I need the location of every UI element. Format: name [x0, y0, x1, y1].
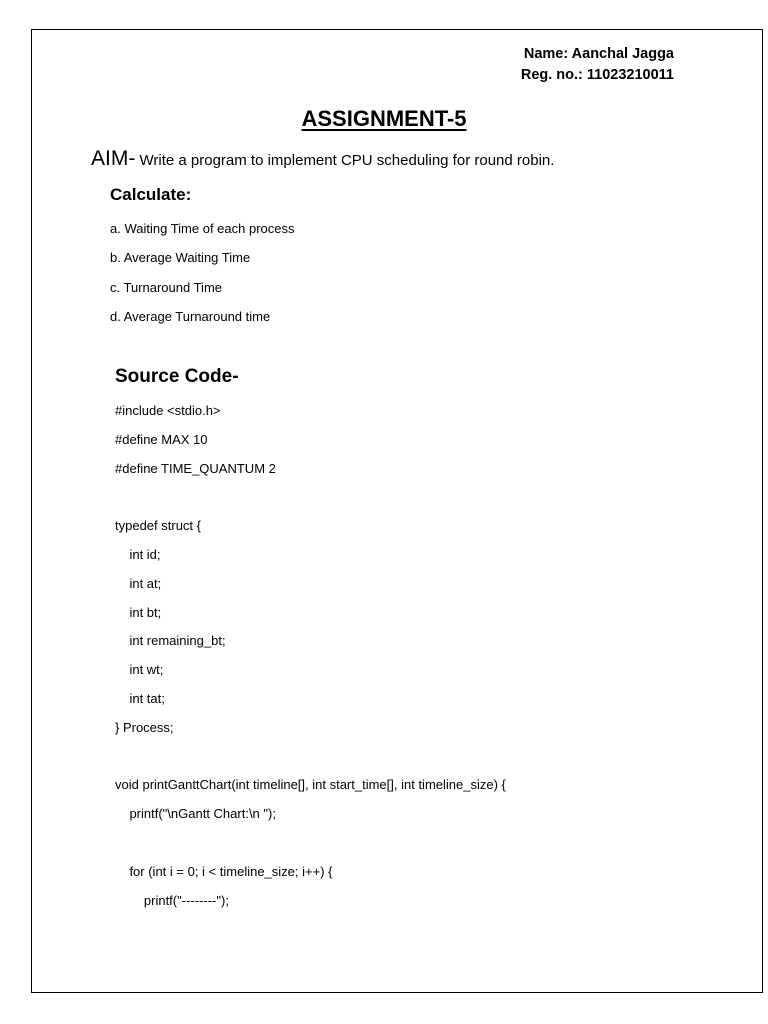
code-line: for (int i = 0; i < timeline_size; i++) {: [115, 863, 333, 879]
aim-label: AIM-: [91, 147, 136, 170]
calculate-list: [110, 219, 295, 336]
code-line: [115, 487, 506, 516]
code-line: #define TIME_QUANTUM 2: [115, 460, 276, 476]
aim-statement: [91, 147, 554, 171]
assignment-title: ASSIGNMENT-5: [301, 106, 467, 131]
code-line: [115, 747, 506, 776]
code-line: int bt;: [115, 604, 162, 620]
list-item: c. Turnaround Time: [110, 279, 222, 295]
list-item: a. Waiting Time of each process: [110, 221, 295, 236]
registration-number: Reg. no.: 11023210011: [520, 67, 674, 83]
code-line: int id;: [115, 546, 161, 562]
source-code-block: [115, 401, 506, 919]
aim-text: Write a program to implement CPU scheduling for round robin.: [135, 152, 555, 169]
code-line: typedef struct {: [115, 518, 201, 534]
code-line: int at;: [115, 575, 162, 591]
list-item: b. Average Waiting Time: [110, 250, 251, 266]
code-line: [115, 833, 506, 862]
code-line: void printGanttChart(int timeline[], int start_time[], int timeline_size) {: [115, 777, 506, 793]
list-item: d. Average Turnaround time: [110, 308, 271, 324]
student-name: Name: Aanchal Jagga: [523, 46, 674, 62]
code-line: printf("--------");: [115, 892, 229, 908]
student-info: [521, 44, 674, 86]
code-line: } Process;: [115, 719, 174, 735]
code-line: int tat;: [115, 690, 165, 706]
code-line: printf("\nGantt Chart:\n ");: [115, 806, 276, 822]
code-line: #define MAX 10: [115, 431, 208, 447]
calculate-heading: Calculate:: [110, 185, 192, 204]
code-line: int wt;: [115, 662, 164, 678]
code-line: int remaining_bt;: [115, 633, 226, 649]
source-code-heading: Source Code-: [115, 366, 239, 387]
code-line: #include <stdio.h>: [115, 403, 221, 418]
